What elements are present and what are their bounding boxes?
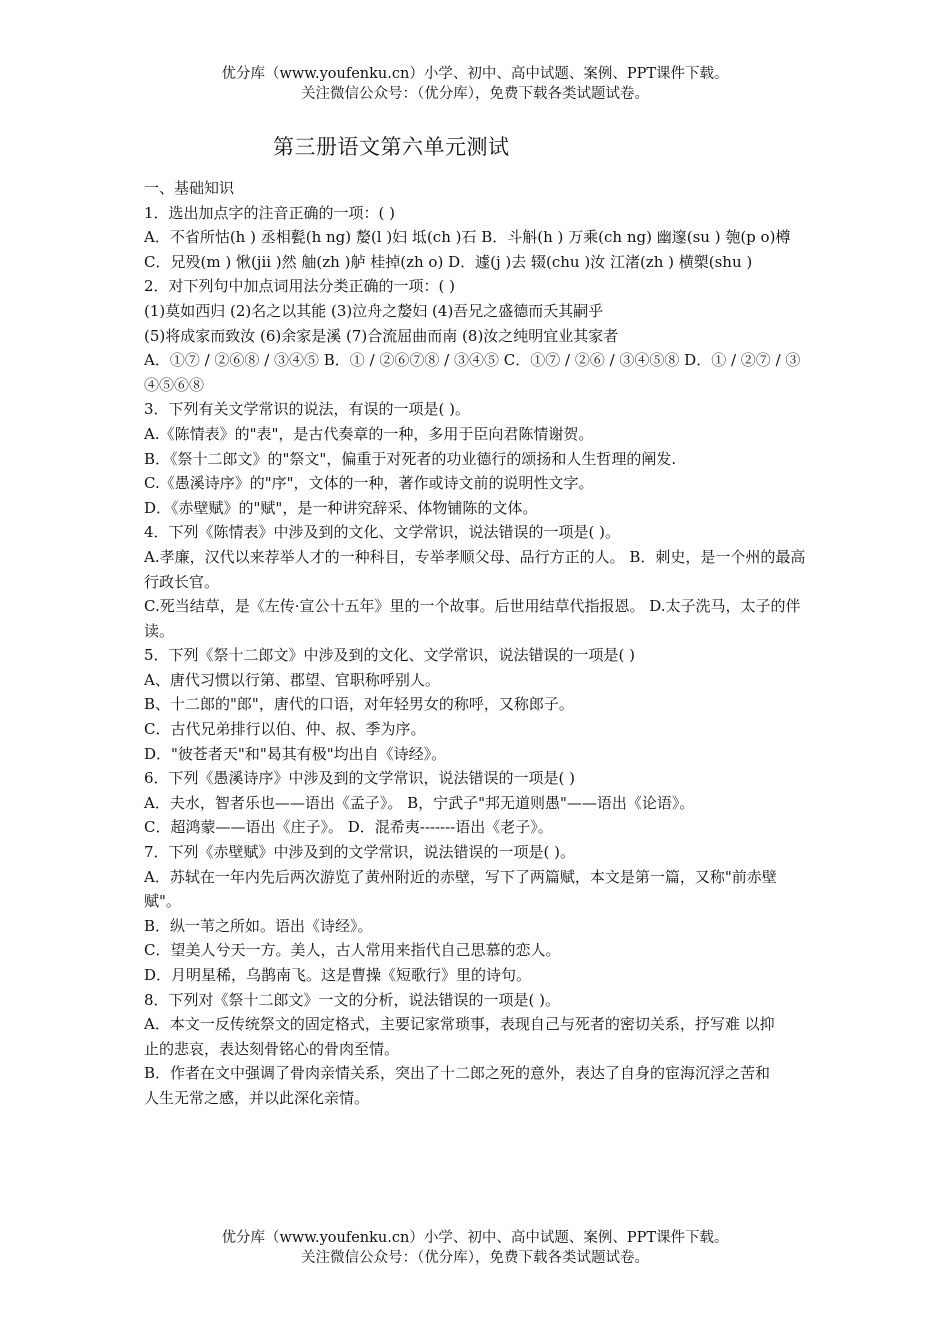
question-1: 1．选出加点字的注音正确的一项：( ) — [144, 203, 396, 222]
document-body — [144, 176, 812, 1111]
question-3-option-c: C.《愚溪诗序》的"序"，文体的一种，著作或诗文前的说明性文字。 — [144, 474, 594, 493]
question-7-option-d: D．月明星稀，乌鹊南飞。这是曹操《短歌行》里的诗句。 — [144, 966, 532, 984]
question-5-option-b: B、十二郎的"郎"，唐代的口语，对年轻男女的称呼，又称郎子。 — [144, 695, 574, 714]
question-8: 8．下列对《祭十二郎文》一文的分析，说法错误的一项是( )。 — [144, 990, 561, 1009]
question-4-options-cd: C.死当结草，是《左传·宣公十五年》里的一个故事。后世用结草代指报恩。 D.太子洗马，太子的伴读。 — [144, 597, 801, 640]
question-3-option-a: A.《陈情表》的"表"，是古代奏章的一种，多用于臣向君陈情谢贺。 — [144, 424, 594, 443]
question-1-options-cd: C．兄殁(m ) 愀(jii )然 舳(zh )舻 桂掉(zh o) D．遽(j )去 辍(chu )汝 江渚(zh ) 横槊(shu ) — [144, 252, 753, 271]
question-5-option-a: A、唐代习惯以行第、郡望、官职称呼别人。 — [144, 670, 440, 689]
question-6: 6．下列《愚溪诗序》中涉及到的文学常识，说法错误的一项是( ) — [144, 769, 576, 788]
question-8-option-b-2: 人生无常之感，并以此深化亲情。 — [144, 1088, 370, 1107]
question-5-option-d: D．"彼苍者天"和"曷其有极"均出自《诗经》。 — [144, 744, 447, 763]
question-7-option-a: A．苏轼在一年内先后两次游览了黄州附近的赤壁，写下了两篇赋，本文是第一篇，又称"前赤壁赋"。 — [144, 867, 777, 911]
document-title: 第三册语文第六单元测试 — [273, 135, 510, 159]
page-header — [0, 64, 950, 104]
question-2-sentences-1: (1)莫如西归 (2)名之以其能 (3)泣舟之嫠妇 (4)吾兄之盛德而夭其嗣乎 — [144, 301, 604, 320]
footer-line-2: 关注微信公众号：（优分库），免费下载各类试题试卷。 — [301, 1250, 649, 1266]
question-2-options: A．①⑦ / ②⑥⑧ / ③④⑤ B．① / ②⑥⑦⑧ / ③④⑤ C．①⑦ / ②⑥ / ③④⑤⑧ D．① / ②⑦ / ③④⑤⑥⑧ — [144, 351, 801, 394]
header-line-2: 关注微信公众号：（优分库），免费下载各类试题试卷。 — [301, 86, 649, 102]
question-7: 7．下列《赤壁赋》中涉及到的文学常识，说法错误的一项是( )。 — [144, 843, 576, 862]
question-4: 4．下列《陈情表》中涉及到的文化、文学常识，说法错误的一项是( )。 — [144, 523, 621, 542]
question-6-options-cd: C．超鸿蒙——语出《庄子》。 D．混希夷-------语出《老子》。 — [144, 818, 553, 837]
question-7-option-b: B．纵一苇之所如。语出《诗经》。 — [144, 916, 373, 935]
question-6-options-ab: A．夫水，智者乐也——语出《孟子》。 B，宁武子"邦无道则愚"——语出《论语》。 — [144, 793, 695, 812]
footer-line-1: 优分库（www.youfenku.cn）小学、初中、高中试题、案例、PPT课件下载。 — [221, 1230, 729, 1246]
section-heading: 一、基础知识 — [144, 179, 235, 197]
page-footer — [0, 1228, 950, 1268]
question-3-option-b: B．《祭十二郎文》的"祭文"，偏重于对死者的功业德行的颂扬和人生哲理的阐发. — [144, 449, 677, 468]
question-2-sentences-2: (5)将成家而致汝 (6)余家是溪 (7)合流屈曲而南 (8)汝之纯明宜业其家者 — [144, 326, 619, 345]
question-5-option-c: C．古代兄弟排行以伯、仲、叔、季为序。 — [144, 720, 426, 739]
question-8-option-b-1: B．作者在文中强调了骨肉亲情关系，突出了十二郎之死的意外，表达了自身的宦海沉浮之苦和 — [144, 1064, 771, 1083]
question-5: 5．下列《祭十二郎文》中涉及到的文化、文学常识，说法错误的一项是( ) — [144, 646, 636, 665]
question-1-options-ab: A．不省所怙(h ) 丞相甏(h ng) 嫠(l )妇 坻(ch )石 B．斗斛(h ) 万乘(ch ng) 幽邃(su ) 匏(p o)樽 — [144, 228, 791, 247]
question-8-option-a-2: 止的悲哀，表达刻骨铭心的骨肉至情。 — [144, 1039, 400, 1058]
header-line-1: 优分库（www.youfenku.cn）小学、初中、高中试题、案例、PPT课件下载。 — [221, 66, 729, 82]
question-7-option-c: C．望美人兮天一方。美人，古人常用来指代自己思慕的恋人。 — [144, 941, 561, 960]
question-3: 3．下列有关文学常识的说法，有误的一项是( )。 — [144, 400, 471, 419]
question-4-options-ab: A.孝廉，汉代以来荐举人才的一种科目，专举孝顺父母、品行方正的人。 B．刺史，是一个州的最高行政长官。 — [144, 547, 806, 591]
question-8-option-a-1: A．本文一反传统祭文的固定格式，主要记家常琐事，表现自己与死者的密切关系，抒写难 以抑 — [144, 1015, 775, 1034]
question-2: 2．对下列句中加点词用法分类正确的一项：( ) — [144, 277, 456, 296]
question-3-option-d: D．《赤壁赋》的"赋"，是一种讲究辞采、体物铺陈的文体。 — [144, 498, 538, 517]
